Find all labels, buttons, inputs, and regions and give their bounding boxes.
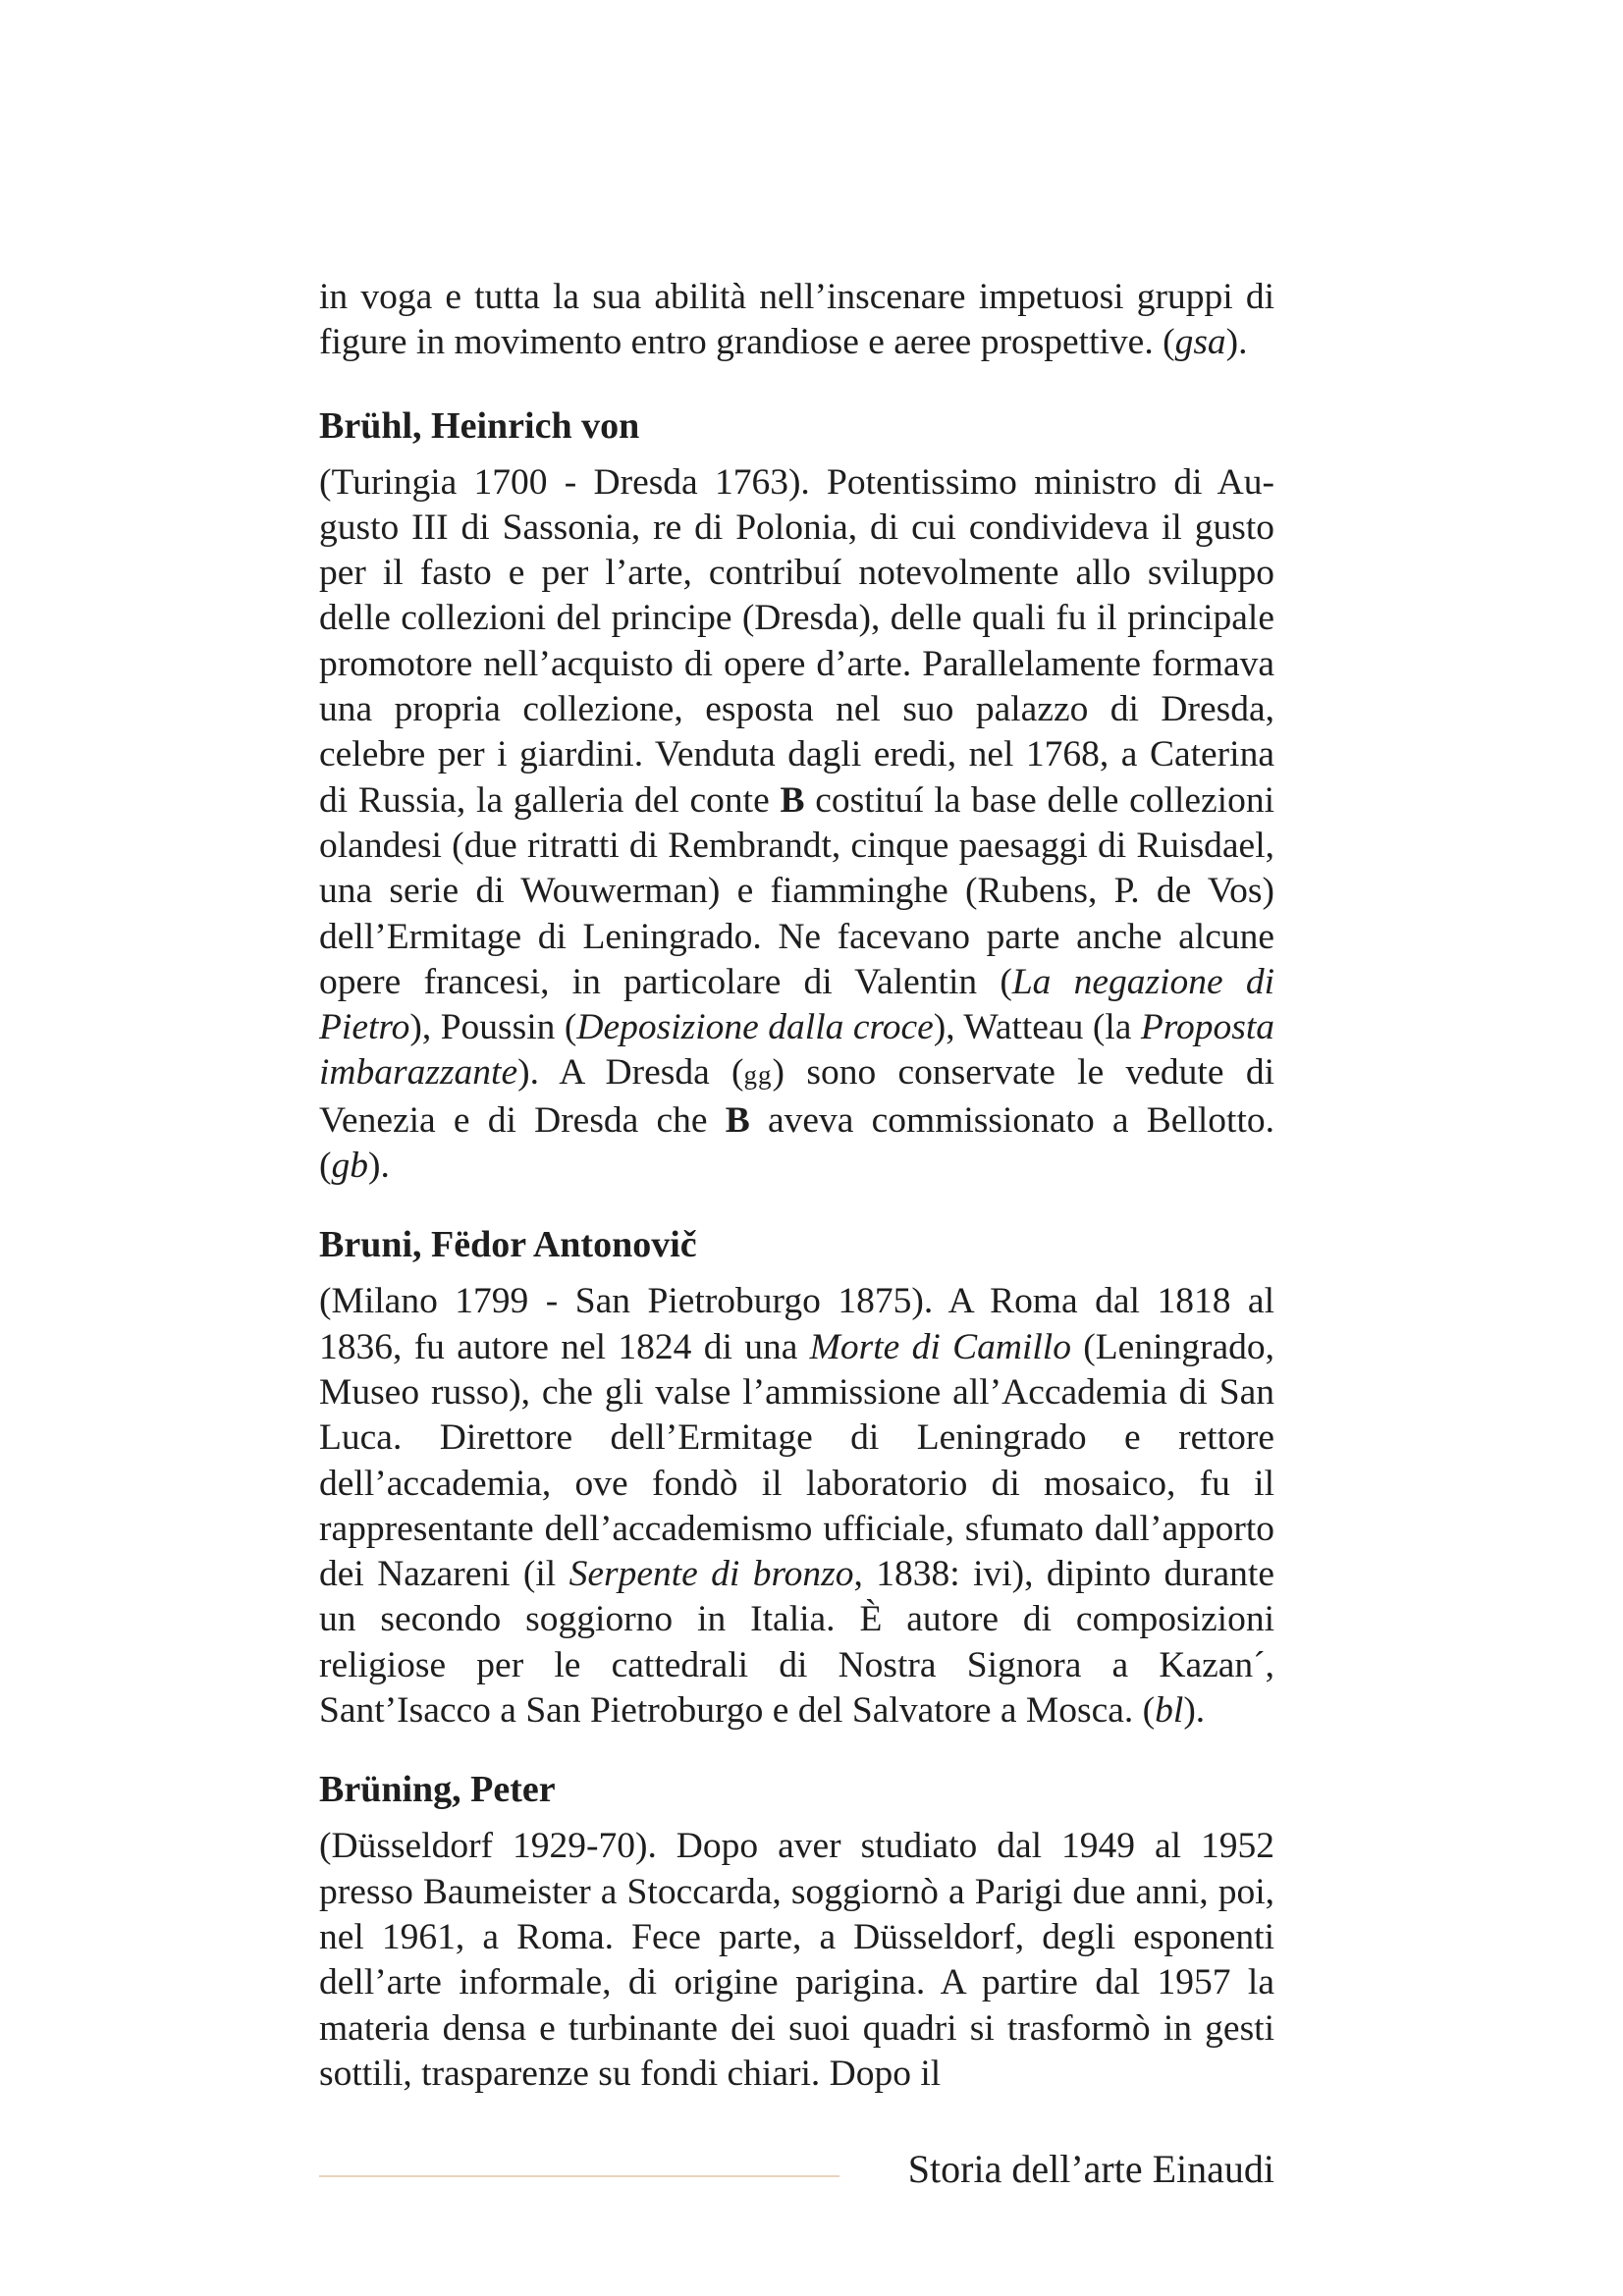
entry-bruni [319, 1222, 1274, 1734]
text-run: ) sono conservate le vedute di Venezia e di Dresda che [319, 1052, 1274, 1141]
entry-bruhl [319, 403, 1274, 1190]
text-run: , 1838: ivi), dipinto durante un secondo soggiorno in Italia. È autore di composizioni religiose per le cattedrali di Nostra Signora a Kazan´, Sant’Isacco a San Pietroburgo e del Salvatore a Mosca. ( [319, 1554, 1274, 1732]
text-run: ). [1183, 1690, 1206, 1732]
artwork-title: Proposta imbarazzante [319, 1007, 1274, 1094]
bold-abbrev: B [725, 1099, 750, 1141]
text-run: in voga e tutta la sua abilità nell’inscenare impetuosi gruppi di figure in movimento entro grandiose e aeree prospettive. ( [319, 277, 1274, 363]
text-run: (Milano 1799 - San Pietroburgo 1875). A Roma dal 1818 al 1836, fu autore nel 1824 di una [319, 1281, 1274, 1367]
artwork-title: Deposizione dalla croce [576, 1007, 934, 1048]
entry-body: (Düsseldorf 1929-70). Dopo aver studiato dal 1949 al 1952 presso Baumeister a Stoccarda, soggiornò a Parigi due anni, poi, nel 1961, a Roma. Fece parte, a Düsseldorf, degli esponenti dell’arte informale, di origine parigina. A partire dal 1957 la materia densa e turbinante dei suoi quadri si trasformò in gesti sottili, trasparenze su fondi chiari. Dopo il [319, 1826, 1274, 2094]
intro-paragraph [319, 275, 1274, 366]
artwork-title: La negazione di Pietro [319, 961, 1275, 1048]
entry-heading: Brüning, Peter [319, 1769, 556, 1811]
artwork-title: Morte di Camillo [809, 1326, 1071, 1367]
footer-title: Storia dell’arte Einaudi [907, 2147, 1274, 2191]
text-run: ). [1225, 322, 1248, 363]
page-body [319, 275, 1274, 2097]
text-run: (Leningrado, Museo russo), che gli valse l’ammissione all’Accademia di San Luca. Direttore dell’Ermitage di Leningrado e rettore dell’accademia, ove fondò il laboratorio di mosaico, fu il rappresentante dell’accademismo ufficiale, sfumato dall’apporto dei Nazareni (il [319, 1326, 1275, 1595]
entry-heading: Brühl, Heinrich von [319, 404, 640, 447]
artwork-title: Serpente di bronzo [568, 1554, 854, 1595]
author-initials: gsa [1174, 322, 1226, 363]
text-run: costituí la base delle collezioni olandesi (due ritratti di Rembrandt, cinque paesaggi di Ruisdael, una serie di Wouwerman) e fiamminghe (Rubens, P. de Vos) dell’Ermitage di Leningrado. Ne facevano parte anche alcune opere francesi, in particolare di Valentin ( [319, 779, 1274, 1002]
entry-bruning [319, 1767, 1274, 2097]
entry-heading: Bruni, Fëdor Antonovič [319, 1224, 697, 1266]
text-run: ). [368, 1146, 390, 1187]
bold-abbrev: B [780, 779, 805, 821]
text-run: aveva commissionato a Bellotto. ( [319, 1099, 1274, 1187]
text-run: ), Poussin ( [409, 1007, 577, 1048]
small-caps-abbrev: gg [743, 1060, 773, 1091]
entry-body [319, 460, 1274, 1190]
author-initials: bl [1155, 1690, 1184, 1732]
text-run: ), Watteau (la [933, 1007, 1141, 1048]
text-run: (Turingia 1700 - Dresda 1763). Potentissimo ministro di Augusto III di Sassonia, re di Polonia, di cui condivideva il gusto per il fasto e per l’arte, contribuí notevolmente allo sviluppo delle collezioni del principe (Dresda), delle quali fu il principale promotore nell’acquisto di opere d’arte. Parallelamente formava una propria collezione, esposta nel suo palazzo di Dresda, celebre per i giardini. Venduta dagli eredi, nel 1768, a Caterina di Russia, la galleria del conte [319, 461, 1274, 821]
footer-rule [319, 2175, 839, 2177]
page-footer [319, 2145, 1274, 2194]
text-run: ). A Dresda ( [517, 1052, 744, 1094]
entry-body [319, 1279, 1274, 1734]
author-initials: gb [331, 1146, 368, 1187]
